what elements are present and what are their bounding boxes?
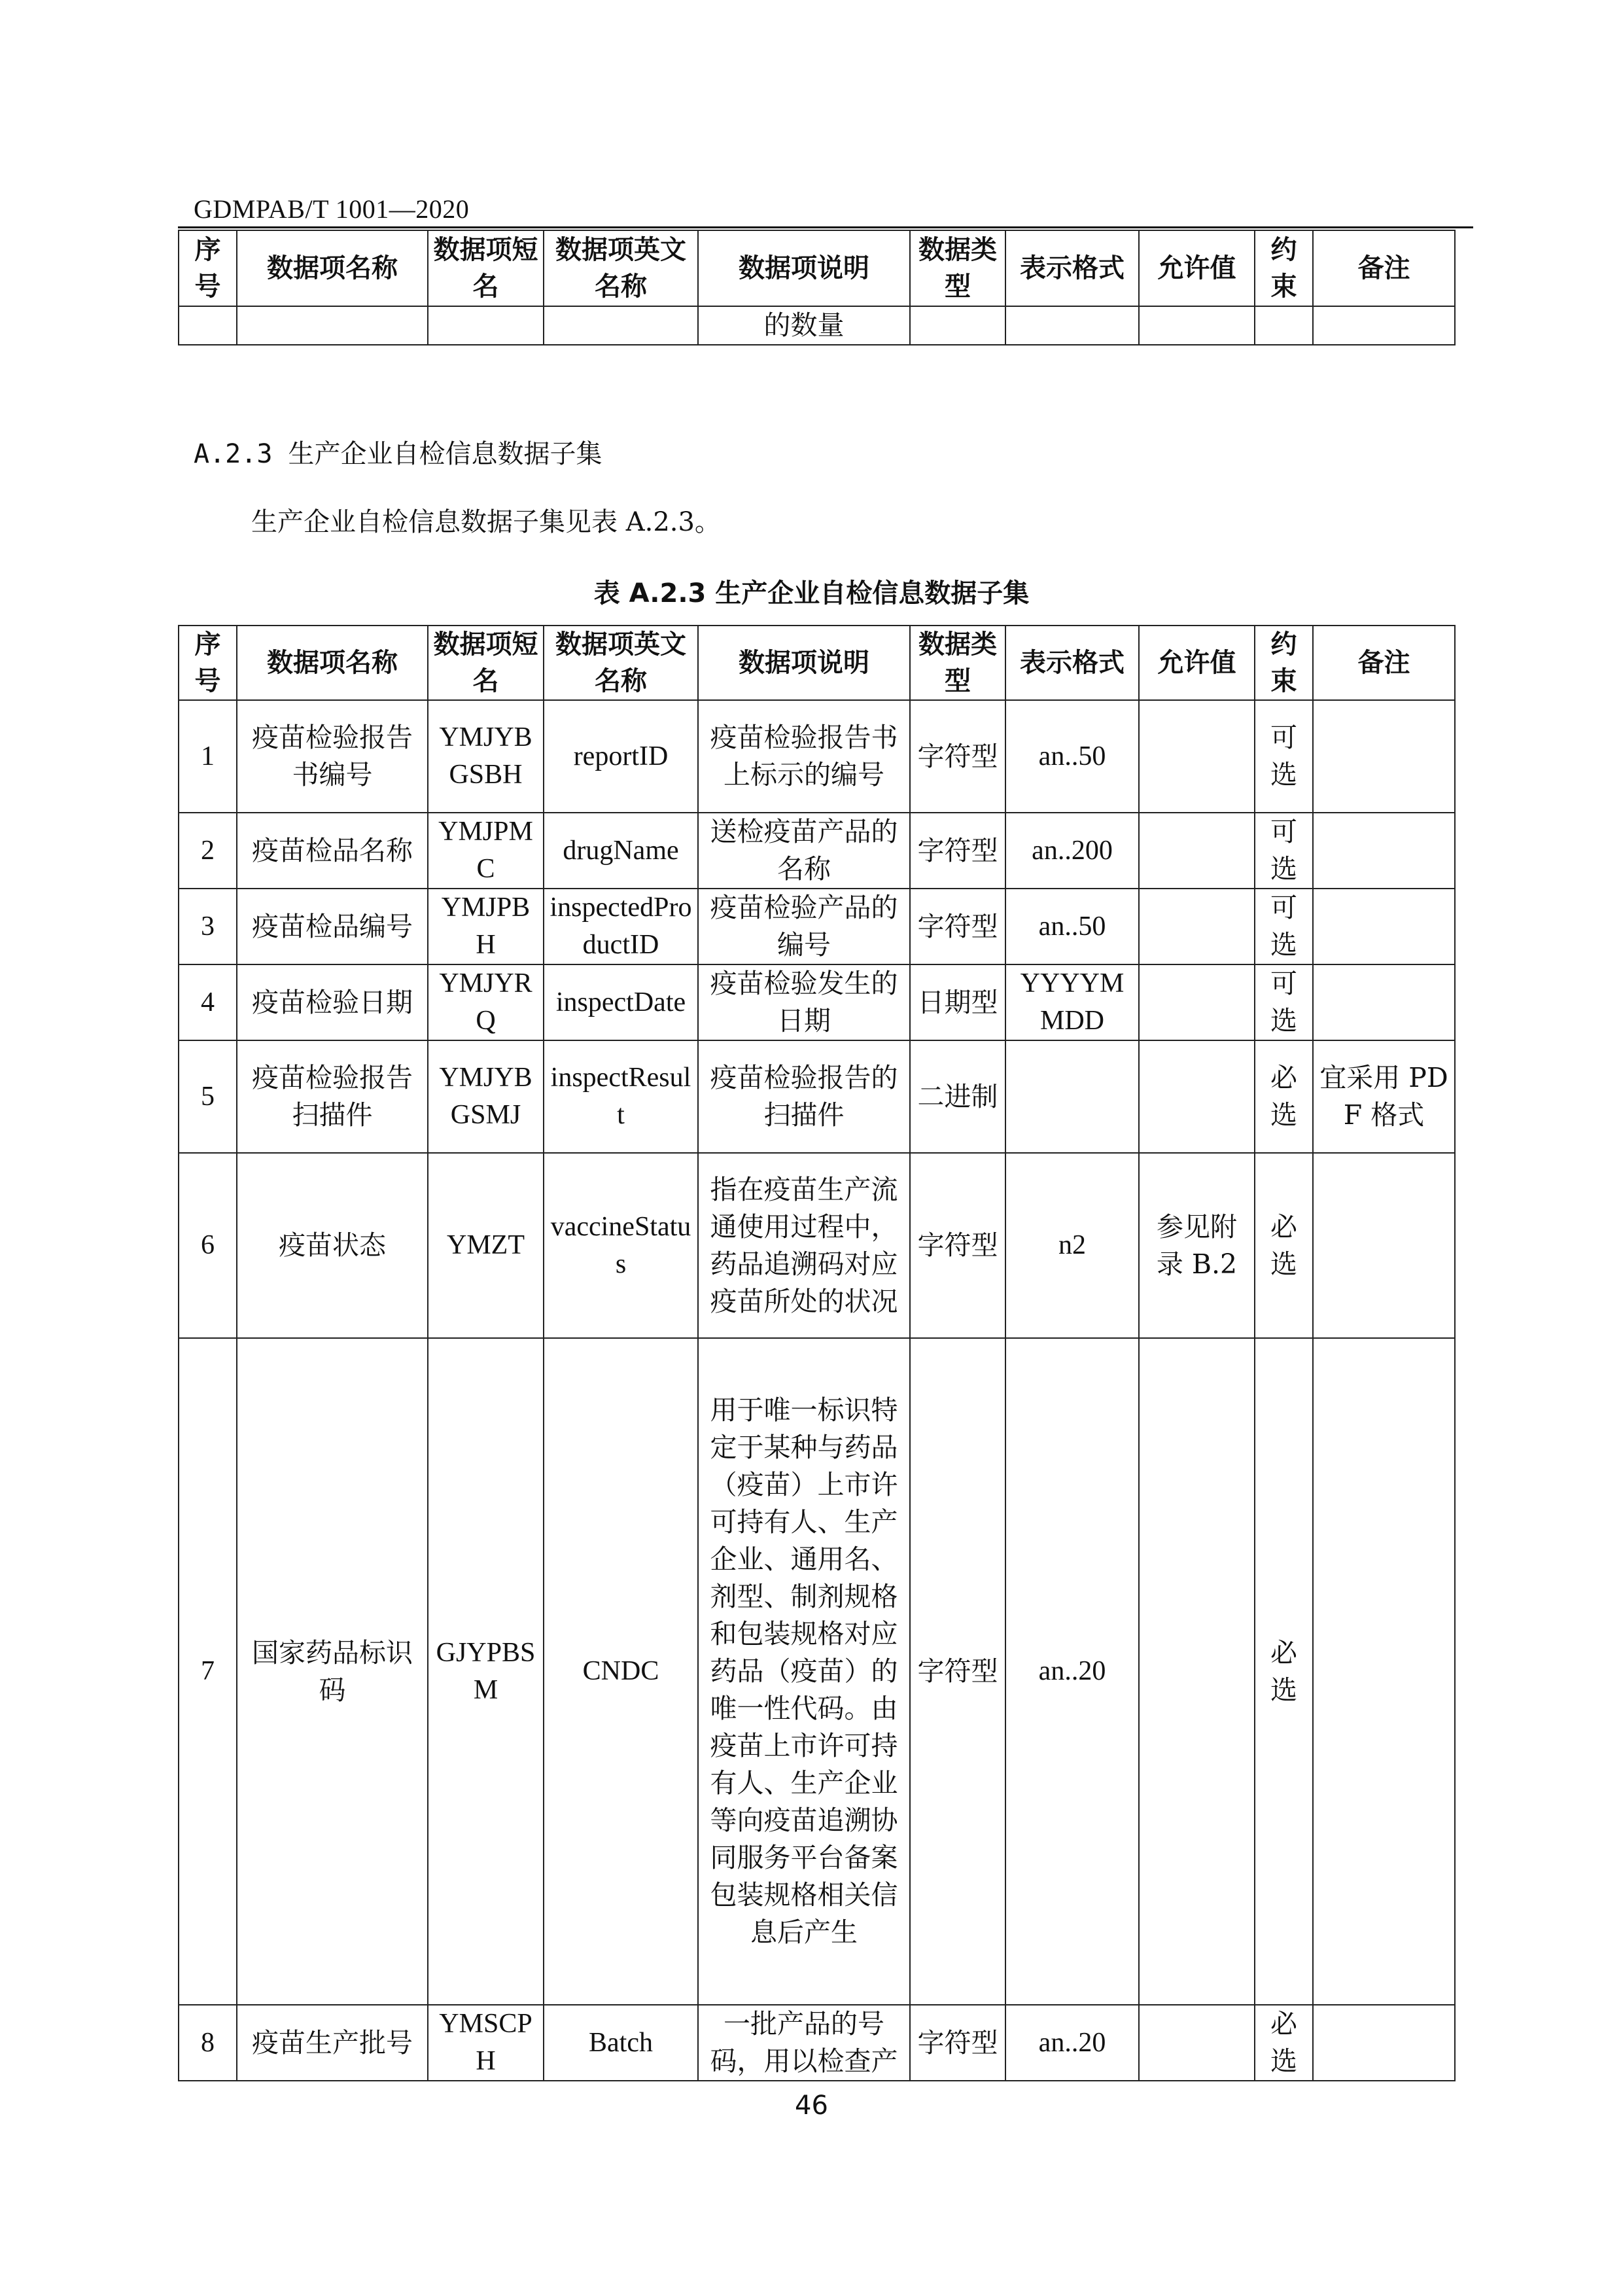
cell-seq: 8 [179,2005,237,2081]
cell-format: an..50 [1005,700,1139,813]
table-row [179,700,1455,813]
cell-desc: 一批产品的号码，用以检查产 [698,2005,910,2081]
cell-format: an..20 [1005,1338,1139,2005]
cell-seq: 5 [179,1040,237,1153]
cell-en: reportID [544,700,698,813]
cell-note [1313,813,1455,889]
cell-type: 字符型 [910,889,1005,964]
cell-note [1313,964,1455,1040]
cell-type: 字符型 [910,1338,1005,2005]
cell-note [1313,1153,1455,1338]
table-row [179,889,1455,964]
table-row [179,813,1455,889]
cell-short: YMZT [428,1153,544,1338]
col-short: 数据项短名 [428,230,544,306]
cell-short: YMJYRQ [428,964,544,1040]
cell-short: YMJYBGSBH [428,700,544,813]
cell-constraint: 必选 [1255,2005,1313,2081]
document-id: GDMPAB/T 1001—2020 [194,194,470,224]
cell-name: 疫苗检品名称 [237,813,428,889]
header-row [179,626,1455,700]
cell-short: YMJPBH [428,889,544,964]
cell-constraint: 可选 [1255,700,1313,813]
cell-constraint: 必选 [1255,1153,1313,1338]
cell-en: inspectDate [544,964,698,1040]
cell-note [1313,889,1455,964]
cell-note: 宜采用 PDF 格式 [1313,1040,1455,1153]
cell-constraint: 必选 [1255,1040,1313,1153]
table-row [179,1338,1455,2005]
col-desc: 数据项说明 [698,626,910,700]
cell-desc: 的数量 [698,306,910,345]
col-constraint: 约束 [1255,626,1313,700]
cell-allowed: 参见附录 B.2 [1139,1153,1255,1338]
cell-name: 国家药品标识码 [237,1338,428,2005]
cell-name: 疫苗检验报告扫描件 [237,1040,428,1153]
table-caption: 表 A.2.3 生产企业自检信息数据子集 [593,578,1030,609]
cell [1005,306,1139,345]
col-en: 数据项英文名称 [544,626,698,700]
section-intro: 生产企业自检信息数据子集见表 A.2.3。 [251,507,721,537]
col-note: 备注 [1313,230,1455,306]
section-number: A.2.3 [194,439,273,469]
cell-seq: 4 [179,964,237,1040]
col-allowed: 允许值 [1139,626,1255,700]
cell-type: 字符型 [910,1153,1005,1338]
section-title: 生产企业自检信息数据子集 [288,439,602,469]
cell-en: CNDC [544,1338,698,2005]
page-number: 46 [795,2091,828,2121]
cell-en: vaccineStatus [544,1153,698,1338]
cell-format: YYYYMMDD [1005,964,1139,1040]
cell-short: GJYPBSM [428,1338,544,2005]
cell-seq: 6 [179,1153,237,1338]
cell [179,306,237,345]
cell-desc: 指在疫苗生产流通使用过程中，药品追溯码对应疫苗所处的状况 [698,1153,910,1338]
cell-constraint: 可选 [1255,889,1313,964]
col-allowed: 允许值 [1139,230,1255,306]
cell-format: an..200 [1005,813,1139,889]
section-heading [194,433,602,470]
cell-name: 疫苗状态 [237,1153,428,1338]
col-desc: 数据项说明 [698,230,910,306]
cell-note [1313,700,1455,813]
cell-seq: 2 [179,813,237,889]
cell-constraint: 必选 [1255,1338,1313,2005]
cell-note [1313,2005,1455,2081]
cell-desc: 送检疫苗产品的名称 [698,813,910,889]
cell-en: inspectedProductID [544,889,698,964]
cell-type: 字符型 [910,2005,1005,2081]
cell-note [1313,1338,1455,2005]
table-row [179,1040,1455,1153]
cell-type: 日期型 [910,964,1005,1040]
cell [544,306,698,345]
cell [1255,306,1313,345]
data-table [178,625,1456,2081]
cell-allowed [1139,700,1255,813]
col-seq: 序号 [179,230,237,306]
cell-format: an..50 [1005,889,1139,964]
col-short: 数据项短名 [428,626,544,700]
col-name: 数据项名称 [237,230,428,306]
cell-desc: 疫苗检验报告的扫描件 [698,1040,910,1153]
cell-name: 疫苗检品编号 [237,889,428,964]
cell-format [1005,1040,1139,1153]
continuation-table [178,230,1456,345]
cell [428,306,544,345]
cell [1139,306,1255,345]
cell-type: 字符型 [910,700,1005,813]
cell-short: YMJYBGSMJ [428,1040,544,1153]
cell-constraint: 可选 [1255,813,1313,889]
cell-allowed [1139,813,1255,889]
cell-short: YMSCPH [428,2005,544,2081]
cell-seq: 7 [179,1338,237,2005]
cell-short: YMJPMC [428,813,544,889]
cell-desc: 疫苗检验发生的日期 [698,964,910,1040]
cell-allowed [1139,2005,1255,2081]
cell-allowed [1139,889,1255,964]
cell-name: 疫苗检验日期 [237,964,428,1040]
col-format: 表示格式 [1005,626,1139,700]
cell-allowed [1139,1040,1255,1153]
cell-seq: 3 [179,889,237,964]
cell-seq: 1 [179,700,237,813]
table-row [179,964,1455,1040]
col-type: 数据类型 [910,230,1005,306]
cell-desc: 疫苗检验产品的编号 [698,889,910,964]
cell [1313,306,1455,345]
cell-type: 字符型 [910,813,1005,889]
header-row [179,230,1455,306]
table-row [179,306,1455,345]
col-en: 数据项英文名称 [544,230,698,306]
table-row [179,1153,1455,1338]
col-note: 备注 [1313,626,1455,700]
col-format: 表示格式 [1005,230,1139,306]
col-name: 数据项名称 [237,626,428,700]
col-type: 数据类型 [910,626,1005,700]
cell [237,306,428,345]
col-seq: 序号 [179,626,237,700]
cell-en: inspectResult [544,1040,698,1153]
cell-allowed [1139,964,1255,1040]
table-row [179,2005,1455,2081]
cell-en: Batch [544,2005,698,2081]
cell-allowed [1139,1338,1255,2005]
cell-en: drugName [544,813,698,889]
cell [910,306,1005,345]
header-rule [178,226,1473,228]
cell-constraint: 可选 [1255,964,1313,1040]
cell-desc: 用于唯一标识特定于某种与药品（疫苗）上市许可持有人、生产企业、通用名、剂型、制剂规格和包装规格对应药品（疫苗）的唯一性代码。由疫苗上市许可持有人、生产企业等向疫苗追溯协同服务平台备案包装规格相关信息后产生 [698,1338,910,2005]
cell-name: 疫苗检验报告书编号 [237,700,428,813]
cell-type: 二进制 [910,1040,1005,1153]
cell-format: an..20 [1005,2005,1139,2081]
col-constraint: 约束 [1255,230,1313,306]
cell-name: 疫苗生产批号 [237,2005,428,2081]
cell-desc: 疫苗检验报告书上标示的编号 [698,700,910,813]
cell-format: n2 [1005,1153,1139,1338]
